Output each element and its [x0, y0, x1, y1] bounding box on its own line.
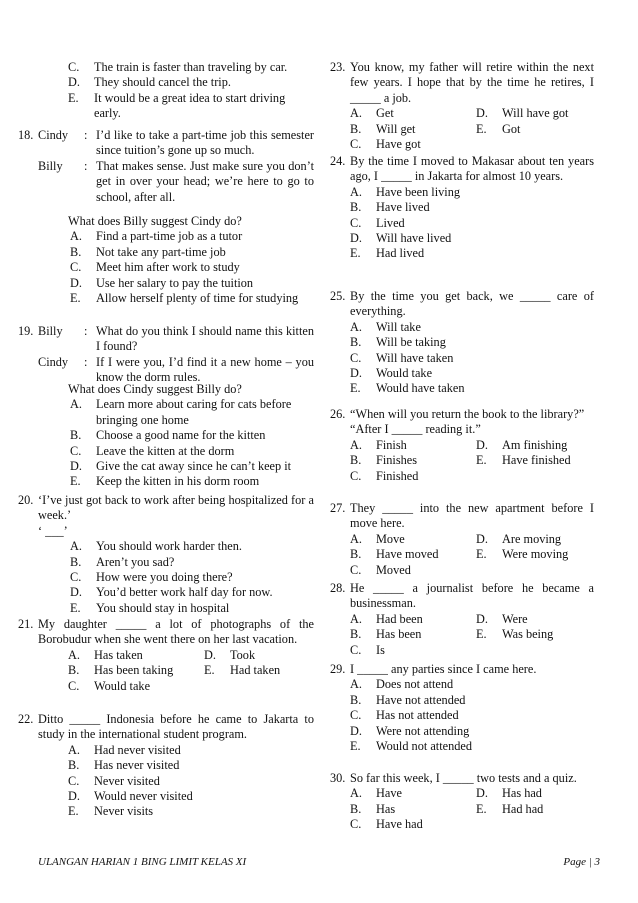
- question-number: 30.: [330, 771, 346, 785]
- q23-options: [330, 106, 594, 152]
- option-letter: E.: [70, 474, 81, 489]
- option: [70, 276, 314, 291]
- option-text: Had never visited: [94, 742, 181, 757]
- dialog-text: If I were you, I’d find it a new home – you know the dorm rules.: [96, 354, 314, 385]
- option: [70, 601, 314, 616]
- q26-options: [330, 438, 594, 484]
- question-18-prompt: [48, 214, 314, 306]
- option-letter: C.: [350, 708, 362, 723]
- option-text: Has had: [502, 786, 542, 801]
- option: [70, 585, 314, 600]
- dialog-text: I’d like to take a part-time job this semester since tuition’s gone up so much.: [96, 128, 314, 158]
- option-text: Will take: [376, 319, 421, 334]
- option-text: Would have taken: [376, 381, 465, 396]
- option: [350, 351, 594, 366]
- option: [350, 381, 594, 396]
- option-letter: A.: [350, 437, 362, 452]
- option: [68, 91, 314, 122]
- option-letter: E.: [204, 663, 215, 678]
- dialog-text: What do you think I should name this kitten I found?: [96, 324, 314, 354]
- option-letter: D.: [476, 611, 488, 626]
- option-text: Has: [376, 801, 396, 816]
- option-row: [350, 817, 594, 832]
- option-letter: A.: [350, 677, 362, 692]
- question-number: 28.: [330, 581, 346, 595]
- option: [70, 459, 314, 474]
- question-22: [18, 712, 314, 820]
- option-text: It would be a great idea to start driving early.: [94, 90, 286, 121]
- option-row: [350, 453, 594, 468]
- option: [70, 260, 314, 275]
- q30-options: [330, 786, 594, 832]
- option-letter: B.: [68, 663, 80, 678]
- option-text: How were you doing there?: [96, 570, 233, 585]
- option-text: Allow herself plenty of time for studying: [96, 291, 299, 306]
- option-text: Had lived: [376, 246, 425, 261]
- option: [350, 246, 594, 261]
- question-29: [330, 662, 594, 754]
- question-line: [330, 154, 594, 185]
- option-text: Does not attend: [376, 677, 454, 692]
- option-text: Has never visited: [94, 758, 180, 773]
- option-text: Took: [230, 647, 256, 662]
- option-text: Finished: [376, 468, 419, 483]
- option-row: [350, 547, 594, 562]
- q22-options: [18, 743, 314, 820]
- option: [68, 743, 314, 758]
- question-number: 26.: [330, 407, 346, 421]
- option-row: [350, 137, 594, 152]
- option-letter: B.: [70, 428, 82, 443]
- option: [350, 693, 594, 708]
- speaker: Cindy: [38, 128, 69, 142]
- dialog-line: Billy : That makes sense. Just make sure you don’t get in over your head; we’re here to go to school, after all.: [38, 158, 314, 204]
- question-number: 22.: [18, 712, 34, 726]
- question-text: My daughter _____ a lot of photographs of the Borobudur when she went there on her last vacation.: [38, 617, 314, 647]
- option-letter: A.: [350, 531, 362, 546]
- option-letter: D.: [350, 366, 362, 381]
- q29-options: [330, 677, 594, 754]
- option-text: Lived: [376, 215, 405, 230]
- option-text: Is: [376, 642, 385, 657]
- option: [68, 789, 314, 804]
- question-line: [18, 493, 314, 524]
- question-text-reply: “After I _____ reading it.”: [350, 422, 481, 437]
- question-number: 29.: [330, 662, 346, 676]
- option-text: You should stay in hospital: [96, 600, 230, 615]
- option: [70, 570, 314, 585]
- speaker: Billy: [38, 324, 63, 338]
- option-row: [350, 563, 594, 578]
- question-number: 27.: [330, 501, 346, 515]
- option-letter: B.: [70, 244, 82, 259]
- option-letter: E.: [70, 600, 81, 615]
- option: [350, 185, 594, 200]
- question-text: He _____ a journalist before he became a businessman.: [350, 581, 594, 611]
- speaker: Billy: [38, 158, 63, 173]
- q27-options: [330, 532, 594, 578]
- option-letter: B.: [68, 758, 80, 773]
- q18-options: [48, 229, 314, 306]
- question-25: [330, 289, 594, 397]
- question-19: [18, 324, 314, 386]
- question-line: [330, 289, 594, 320]
- option: [70, 474, 314, 489]
- option-letter: A.: [70, 397, 82, 412]
- option-row: [350, 532, 594, 547]
- question-text: They _____ into the new apartment before I move here.: [350, 501, 594, 531]
- q21-options: [18, 648, 314, 694]
- option-row: [350, 627, 594, 642]
- option-letter: A.: [68, 742, 80, 757]
- option-letter: D.: [476, 437, 488, 452]
- option-letter: A.: [70, 229, 82, 244]
- question-text: What does Billy suggest Cindy do?: [68, 214, 242, 228]
- option-letter: C.: [70, 570, 82, 585]
- option-text: Leave the kitten at the dorm: [96, 443, 235, 458]
- option-text: Have not attended: [376, 692, 466, 707]
- option-letter: D.: [476, 786, 488, 801]
- option-text: Has not attended: [376, 708, 459, 723]
- question-line: [330, 662, 594, 677]
- option-letter: D.: [476, 531, 488, 546]
- option: [350, 320, 594, 335]
- option-text: The train is faster than traveling by car.: [94, 60, 288, 74]
- option: [350, 739, 594, 754]
- option-letter: B.: [350, 335, 362, 350]
- option-letter: B.: [350, 627, 362, 642]
- option-text: Never visited: [94, 773, 160, 788]
- option: [350, 366, 594, 381]
- question-number: 20.: [18, 493, 34, 507]
- option-letter: D.: [350, 723, 362, 738]
- question-line: [330, 771, 594, 786]
- option-letter: C.: [350, 562, 362, 577]
- question-number: 18.: [18, 128, 34, 142]
- option-text: Had taken: [230, 663, 281, 678]
- option-letter: C.: [70, 260, 82, 275]
- dialog-line: 19. Billy : What do you think I should name this kitten I found?: [18, 324, 314, 354]
- footer-title: ULANGAN HARIAN 1 BING LIMIT KELAS XI: [38, 856, 247, 868]
- option-letter: E.: [350, 246, 361, 261]
- q24-options: [330, 185, 594, 262]
- option-text: Will have taken: [376, 350, 454, 365]
- option-text: Have: [376, 786, 402, 801]
- question-text: What does Cindy suggest Billy do?: [68, 382, 242, 396]
- question-30: [330, 771, 594, 833]
- option: [350, 677, 594, 692]
- option-letter: B.: [350, 547, 362, 562]
- option-text: Finishes: [376, 453, 417, 468]
- option-text: Finish: [376, 437, 407, 452]
- option-text: Have had: [376, 817, 423, 832]
- q25-options: [330, 320, 594, 397]
- question-number: 21.: [18, 617, 34, 631]
- option-row: [350, 643, 594, 658]
- option-text: Find a part-time job as a tutor: [96, 229, 243, 244]
- question-number: 25.: [330, 289, 346, 303]
- option-letter: C.: [350, 468, 362, 483]
- option: [70, 555, 314, 570]
- question-26: [330, 407, 594, 484]
- question-number: 19.: [18, 324, 34, 338]
- option-letter: E.: [476, 547, 487, 562]
- q19-options: [48, 397, 314, 489]
- option-letter: C.: [350, 350, 362, 365]
- option-text: You’d better work half day for now.: [96, 585, 273, 600]
- option-letter: E.: [68, 804, 79, 819]
- option-row: [350, 438, 594, 453]
- question-18: [18, 128, 314, 205]
- option-letter: A.: [350, 106, 362, 121]
- option-letter: A.: [70, 539, 82, 554]
- option-text: Has taken: [94, 647, 143, 662]
- question-line: [18, 712, 314, 743]
- option: [68, 804, 314, 819]
- dialog-line: Cindy : If I were you, I’d find it a new home – you know the dorm rules.: [38, 354, 314, 385]
- option-letter: A.: [350, 611, 362, 626]
- question-24: [330, 154, 594, 262]
- option-letter: D.: [70, 585, 82, 600]
- option: [350, 231, 594, 246]
- option-letter: D.: [204, 647, 216, 662]
- option: [70, 397, 314, 428]
- option: [350, 708, 594, 723]
- option-letter: E.: [68, 90, 79, 105]
- option-text: Have finished: [502, 453, 571, 468]
- option-letter: B.: [350, 801, 362, 816]
- option-text: Choose a good name for the kitten: [96, 428, 266, 443]
- option: [350, 200, 594, 215]
- option-text: Were moving: [502, 547, 569, 562]
- question-text: By the time you get back, we _____ care of everything.: [350, 289, 594, 319]
- option-text: Had had: [502, 801, 544, 816]
- speaker: Cindy: [38, 354, 69, 369]
- option-text: Have lived: [376, 200, 430, 215]
- option-row: [68, 648, 314, 663]
- option-text: Are moving: [502, 531, 562, 546]
- option-row: [350, 106, 594, 121]
- option-letter: E.: [350, 739, 361, 754]
- option-letter: E.: [476, 801, 487, 816]
- option-letter: B.: [350, 200, 362, 215]
- option-letter: C.: [350, 642, 362, 657]
- question-line: [330, 501, 594, 532]
- option: [68, 758, 314, 773]
- question-text: Ditto _____ Indonesia before he came to Jakarta to study in the international student program.: [38, 712, 314, 742]
- option-letter: B.: [350, 692, 362, 707]
- option-letter: E.: [476, 121, 487, 136]
- question-text: You know, my father will retire within the next few years. I hope that by the time he retires, I _____ a job.: [350, 60, 594, 105]
- question-number: 23.: [330, 60, 346, 74]
- question-21: [18, 617, 314, 694]
- option: [350, 216, 594, 231]
- option-text: Would never visited: [94, 789, 193, 804]
- q28-options: [330, 612, 594, 658]
- option-row: [350, 802, 594, 817]
- option-letter: B.: [350, 453, 362, 468]
- option-text: Meet him after work to study: [96, 260, 240, 275]
- option-text: Has been: [376, 627, 422, 642]
- option: [350, 724, 594, 739]
- question-28: [330, 581, 594, 658]
- option-letter: D.: [70, 459, 82, 474]
- option-letter: D.: [350, 231, 362, 246]
- question-19-prompt: [48, 382, 314, 490]
- question-text: By the time I moved to Makasar about ten years ago, I _____ in Jakarta for almost 10 years.: [350, 154, 594, 184]
- option-letter: D.: [70, 275, 82, 290]
- option: [70, 539, 314, 554]
- page-number: Page | 3: [563, 856, 600, 868]
- option: [70, 229, 314, 244]
- option-letter: E.: [476, 627, 487, 642]
- option-text: Would not attended: [376, 739, 472, 754]
- question-27: [330, 501, 594, 578]
- question-line: [330, 407, 594, 422]
- question-text: I _____ any parties since I came here.: [350, 662, 537, 676]
- page-footer: [38, 856, 600, 868]
- option-text: Will have lived: [376, 231, 452, 246]
- option-letter: C.: [350, 137, 362, 152]
- question-line: [18, 617, 314, 648]
- option-text: Learn more about caring for cats before bringing one home: [96, 397, 292, 427]
- option-row: [350, 469, 594, 484]
- option-text: You should work harder then.: [96, 539, 242, 554]
- option-text: They should cancel the trip.: [94, 75, 231, 90]
- question-number: 24.: [330, 154, 346, 168]
- option-text: Would take: [376, 366, 433, 381]
- option-text: Use her salary to pay the tuition: [96, 275, 254, 290]
- option-letter: C.: [350, 215, 362, 230]
- option-text: Move: [376, 531, 405, 546]
- option-letter: D.: [476, 106, 488, 121]
- option-letter: C.: [350, 817, 362, 832]
- question-text: “When will you return the book to the library?”: [350, 407, 585, 421]
- option-text: Were not attending: [376, 723, 470, 738]
- question-23: [330, 60, 594, 152]
- option-text: Keep the kitten in his dorm room: [96, 474, 260, 489]
- option-letter: A.: [68, 647, 80, 662]
- option-letter: A.: [350, 184, 362, 199]
- option-text: Never visits: [94, 804, 154, 819]
- option-letter: B.: [70, 554, 82, 569]
- answer-blank: ‘ ___’: [38, 523, 68, 538]
- option-letter: C.: [70, 443, 82, 458]
- question-line: [330, 581, 594, 612]
- option-text: Get: [376, 106, 394, 121]
- option-letter: C.: [68, 773, 80, 788]
- option-row: [350, 786, 594, 801]
- option-row: [68, 663, 314, 678]
- question-text: So far this week, I _____ two tests and a quiz.: [350, 771, 577, 785]
- option-text: Would take: [94, 678, 151, 693]
- option-row: [350, 122, 594, 137]
- option: [68, 75, 314, 90]
- option-letter: A.: [350, 786, 362, 801]
- option: [350, 335, 594, 350]
- q17-options: [48, 60, 314, 122]
- option-text: Have been living: [376, 184, 461, 199]
- option-text: Aren’t you sad?: [96, 554, 175, 569]
- option-text: Will have got: [502, 106, 569, 121]
- option-letter: D.: [68, 789, 80, 804]
- option-text: Moved: [376, 562, 411, 577]
- option-text: Had been: [376, 611, 423, 626]
- dialog-line: 18. Cindy : I’d like to take a part-time job this semester since tuition’s gone up so much.: [18, 128, 314, 158]
- option-text: Has been taking: [94, 663, 174, 678]
- option: [68, 774, 314, 789]
- option-text: Am finishing: [502, 437, 568, 452]
- option-text: Not take any part-time job: [96, 244, 226, 259]
- option-text: Give the cat away since he can’t keep it: [96, 459, 292, 474]
- dialog-text: That makes sense. Just make sure you don’t get in over your head; we’re here to go to school, after all.: [96, 158, 314, 204]
- option: [68, 60, 314, 75]
- question-20: [18, 493, 314, 616]
- option-letter: D.: [68, 75, 80, 90]
- option-text: Have moved: [376, 547, 439, 562]
- option-letter: C.: [68, 60, 80, 74]
- option-text: Were: [502, 611, 528, 626]
- option-text: Have got: [376, 137, 421, 152]
- option-text: Was being: [502, 627, 554, 642]
- option-letter: E.: [350, 381, 361, 396]
- option-letter: A.: [350, 319, 362, 334]
- option: [70, 245, 314, 260]
- option-letter: C.: [68, 678, 80, 693]
- q20-options: [18, 539, 314, 616]
- option: [70, 444, 314, 459]
- option-row: [350, 612, 594, 627]
- option-text: Will get: [376, 121, 416, 136]
- option-letter: B.: [350, 121, 362, 136]
- option-letter: E.: [70, 291, 81, 306]
- option: [70, 291, 314, 306]
- option-text: Got: [502, 121, 521, 136]
- option-row: [68, 679, 314, 694]
- question-line: [330, 60, 594, 106]
- option: [70, 428, 314, 443]
- option-letter: E.: [476, 453, 487, 468]
- option-text: Will be taking: [376, 335, 446, 350]
- question-text: ‘I’ve just got back to work after being hospitalized for a week.’: [38, 493, 314, 523]
